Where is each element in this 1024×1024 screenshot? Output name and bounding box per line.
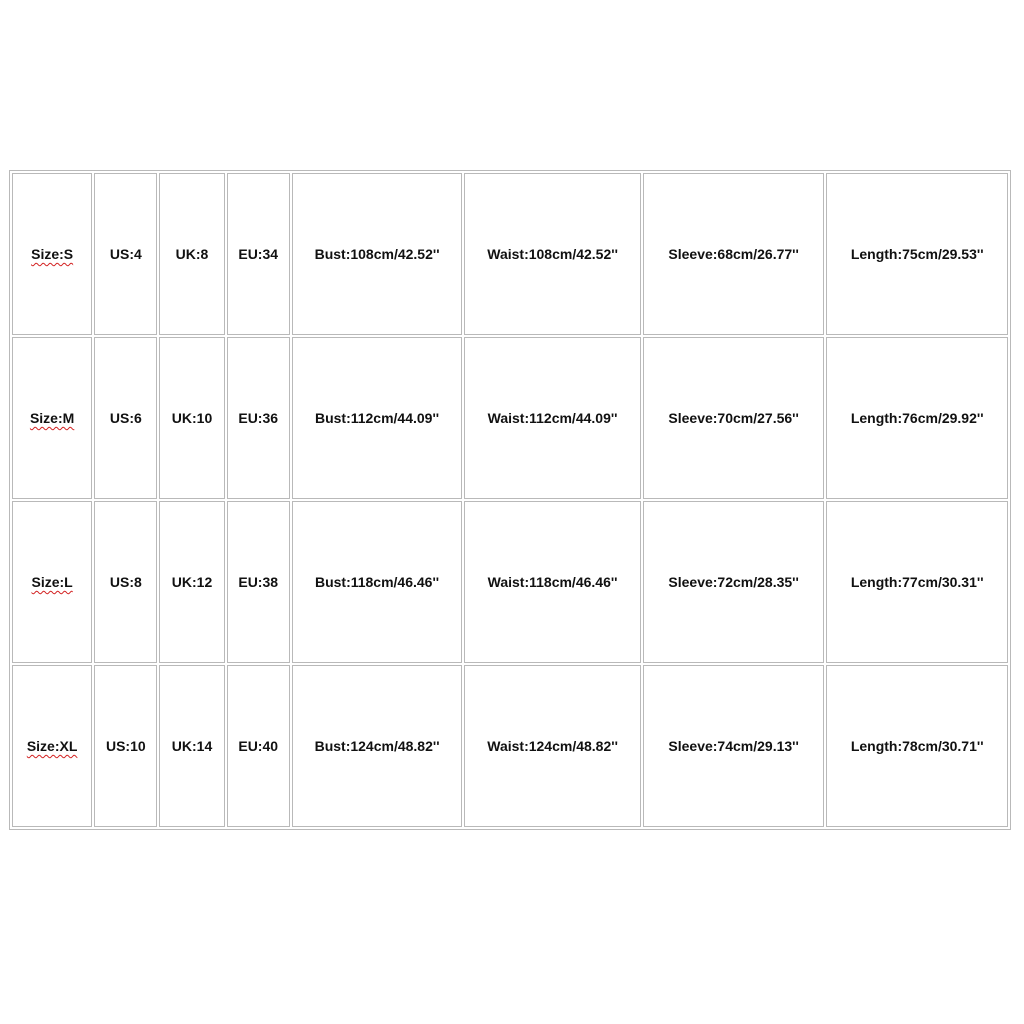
size-cell (12, 501, 92, 663)
us-size-cell: US:6 (94, 337, 157, 499)
uk-size-cell: UK:14 (159, 665, 224, 827)
size-cell (12, 337, 92, 499)
waist-cell: Waist:108cm/42.52'' (464, 173, 641, 335)
bust-cell: Bust:112cm/44.09'' (292, 337, 463, 499)
waist-cell: Waist:124cm/48.82'' (464, 665, 641, 827)
size-cell (12, 665, 92, 827)
uk-size-cell: UK:8 (159, 173, 224, 335)
bust-cell: Bust:118cm/46.46'' (292, 501, 463, 663)
size-row-xl (12, 665, 1008, 827)
sleeve-cell: Sleeve:72cm/28.35'' (643, 501, 825, 663)
eu-size-cell: EU:38 (227, 501, 290, 663)
size-row-m (12, 337, 1008, 499)
size-cell (12, 173, 92, 335)
us-size-cell: US:4 (94, 173, 157, 335)
size-label: Size:M (29, 410, 75, 426)
sleeve-cell: Sleeve:70cm/27.56'' (643, 337, 825, 499)
size-chart-table (9, 170, 1011, 830)
waist-cell: Waist:112cm/44.09'' (464, 337, 641, 499)
bust-cell: Bust:124cm/48.82'' (292, 665, 463, 827)
eu-size-cell: EU:34 (227, 173, 290, 335)
length-cell: Length:75cm/29.53'' (826, 173, 1008, 335)
us-size-cell: US:10 (94, 665, 157, 827)
eu-size-cell: EU:40 (227, 665, 290, 827)
length-cell: Length:78cm/30.71'' (826, 665, 1008, 827)
waist-cell: Waist:118cm/46.46'' (464, 501, 641, 663)
size-label: Size:S (31, 246, 74, 262)
size-label: Size:XL (26, 738, 78, 754)
size-label: Size:L (31, 574, 73, 590)
eu-size-cell: EU:36 (227, 337, 290, 499)
us-size-cell: US:8 (94, 501, 157, 663)
uk-size-cell: UK:12 (159, 501, 224, 663)
length-cell: Length:77cm/30.31'' (826, 501, 1008, 663)
sleeve-cell: Sleeve:68cm/26.77'' (643, 173, 825, 335)
uk-size-cell: UK:10 (159, 337, 224, 499)
sleeve-cell: Sleeve:74cm/29.13'' (643, 665, 825, 827)
size-row-s (12, 173, 1008, 335)
bust-cell: Bust:108cm/42.52'' (292, 173, 463, 335)
length-cell: Length:76cm/29.92'' (826, 337, 1008, 499)
size-row-l (12, 501, 1008, 663)
